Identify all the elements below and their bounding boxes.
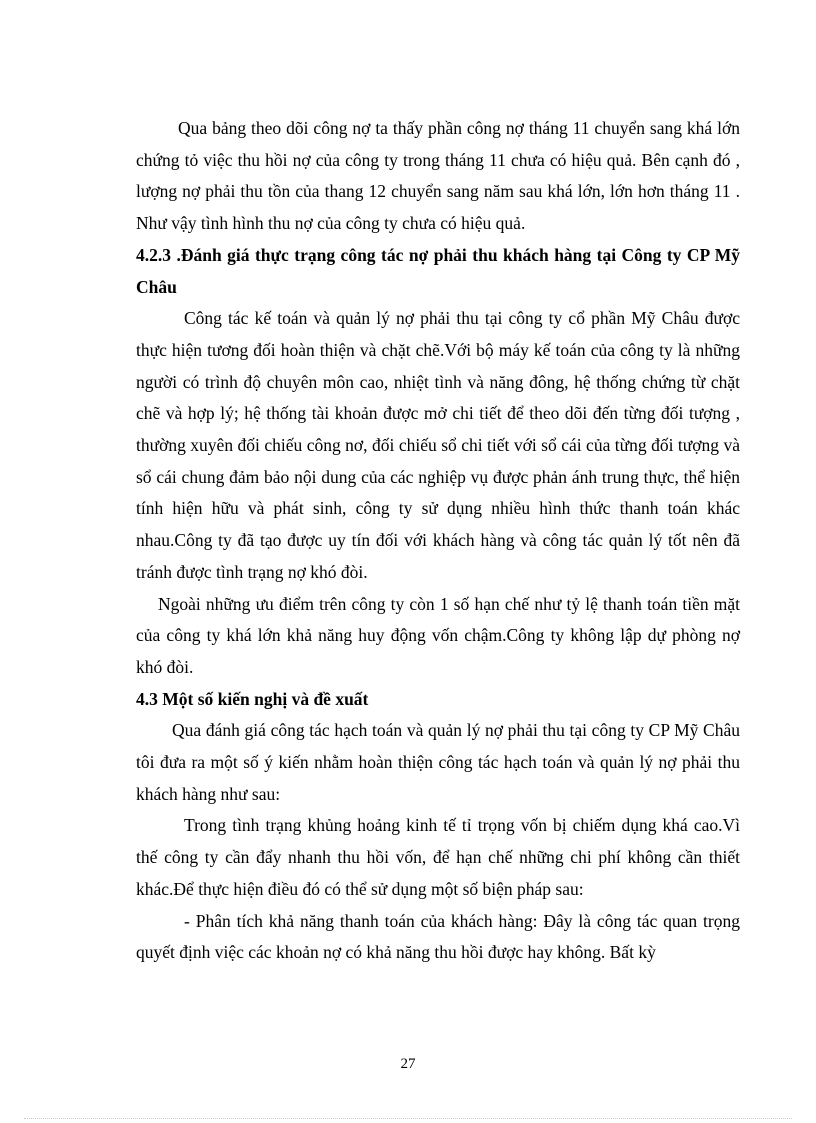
paragraph-debt-tracking: Qua bảng theo dõi công nợ ta thấy phần công nợ tháng 11 chuyển sang khá lớn chứng tỏ việc thu hồi nợ của công ty trong tháng 11 chưa có hiệu quả. Bên cạnh đó , lượng nợ phải thu tồn của thang 12 chuyển sang năm sau khá lớn, lớn hơn tháng 11 . Như vậy tình hình thu nợ của công ty chưa có hiệu quả. [136, 118, 740, 234]
page-body [136, 113, 740, 969]
paragraph-accounting-assessment: Công tác kế toán và quản lý nợ phải thu tại công ty cổ phần Mỹ Châu được thực hiện tương đối hoàn thiện và chặt chẽ.Với bộ máy kế toán của công ty là những người có trình độ chuyên môn cao, nhiệt tình và năng đông, hệ thống chứng từ chặt chẽ và hợp lý; hệ thống tài khoản được mở chi tiết để theo dõi đến từng đối tượng , thường xuyên đối chiếu công nơ, đối chiếu sổ chi tiết với sổ cái của từng đối tượng và sổ cái chung đảm bảo nội dung của các nghiệp vụ được phản ánh trung thực, thể hiện tính hiện hữu và phát sinh, công ty sử dụng nhiều hình thức thanh toán khác nhau.Công ty đã tạo được uy tín đối với khách hàng và công tác quản lý tốt nên đã tránh được tình trạng nợ khó đòi. [136, 308, 740, 582]
page-bottom-divider [24, 1118, 792, 1119]
page-number: 27 [400, 1056, 416, 1072]
paragraph-recommendations-intro: Qua đánh giá công tác hạch toán và quản lý nợ phải thu tại công ty CP Mỹ Châu tôi đưa ra một số ý kiến nhằm hoàn thiện công tác hạch toán và quản lý nợ phải thu khách hàng như sau: [136, 720, 740, 804]
paragraph-payment-analysis: - Phân tích khả năng thanh toán của khách hàng: Đây là công tác quan trọng quyết định việc các khoản nợ có khả năng thu hồi được hay không. Bất kỳ [136, 910, 740, 963]
paragraph-economic-crisis: Trong tình trạng khủng hoảng kinh tế tỉ trọng vốn bị chiếm dụng khá cao.Vì thế công ty cần đẩy nhanh thu hồi vốn, để hạn chế những chi phí không cần thiết khác.Để thực hiện điều đó có thể sử dụng một số biện pháp sau: [136, 815, 740, 899]
paragraph-limitations: Ngoài những ưu điểm trên công ty còn 1 số hạn chế như tỷ lệ thanh toán tiền mặt của công ty khá lớn khả năng huy động vốn chậm.Công ty không lập dự phòng nợ khó đòi. [136, 593, 740, 677]
section-heading-4-3: 4.3 Một số kiến nghị và đề xuất [136, 688, 369, 709]
section-heading-4-2-3: 4.2.3 .Đánh giá thực trạng công tác nợ phải thu khách hàng tại Công ty CP Mỹ Châu [136, 244, 740, 297]
